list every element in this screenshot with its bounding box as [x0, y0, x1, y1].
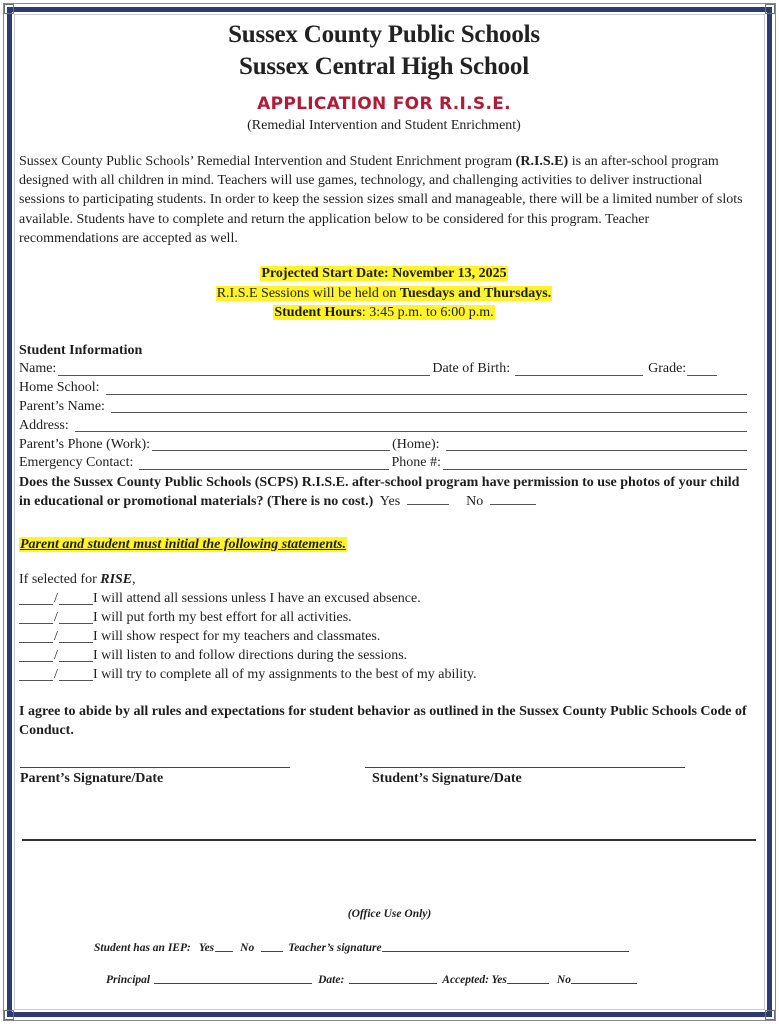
parent-phone-row [19, 435, 749, 454]
start-date [260, 266, 507, 281]
principal-signature-field[interactable] [154, 973, 312, 984]
name-field[interactable] [58, 362, 430, 376]
emergency-phone-field[interactable] [443, 456, 747, 470]
iep-no-field[interactable] [261, 941, 283, 952]
parent-initial-field[interactable] [19, 591, 53, 605]
parent-initial-field[interactable] [19, 648, 53, 662]
home-school-field[interactable] [106, 381, 748, 395]
statement-text: I will try to complete all of my assignments to the best of my ability. [93, 666, 477, 682]
if-selected-suffix: , [132, 571, 136, 587]
start-date-label: Projected Start Date [261, 266, 384, 282]
photo-permission [19, 473, 749, 511]
statement-text: I will show respect for my teachers and classmates. [93, 628, 381, 644]
intro-text-1: Sussex County Public Schools’ Remedial Intervention and Student Enrichment program [19, 154, 516, 169]
parent-name-field[interactable] [111, 399, 747, 413]
initial-separator: / [54, 666, 58, 682]
iep-yes-label: Yes [198, 942, 215, 954]
parent-signature-field[interactable] [20, 767, 290, 768]
if-selected-text [19, 570, 749, 589]
iep-yes-field[interactable] [215, 941, 233, 952]
school-title: Sussex Central High School [239, 53, 529, 80]
student-signature-label: Student’s Signature/Date [372, 770, 522, 786]
parent-initial-field[interactable] [19, 667, 53, 681]
accepted-no-field[interactable] [571, 973, 637, 984]
teacher-signature-field[interactable] [382, 941, 629, 952]
office-date-field[interactable] [349, 973, 437, 984]
student-info-heading: Student Information [19, 342, 143, 358]
name-label: Name: [19, 361, 57, 377]
student-signature-field[interactable] [365, 767, 685, 768]
dob-field[interactable] [515, 362, 643, 376]
student-initial-field[interactable] [59, 648, 93, 662]
session-days [216, 286, 553, 301]
address-label: Address: [19, 417, 69, 433]
session-days-label: R.I.S.E Sessions will be held on [216, 285, 400, 301]
parent-initial-field[interactable] [19, 610, 53, 624]
statement-row [19, 608, 749, 627]
corner-ornament-icon [4, 1010, 14, 1020]
student-initial-field[interactable] [59, 629, 93, 643]
iep-label: Student has an IEP: [94, 942, 191, 954]
session-days-value: Tuesdays and Thursdays. [399, 285, 552, 301]
photo-no-field[interactable] [490, 493, 536, 505]
principal-label: Principal [106, 974, 151, 986]
schedule-info [19, 264, 749, 323]
photo-yes-field[interactable] [407, 493, 449, 505]
photo-no-label: No [466, 493, 484, 509]
statement-text: I will put forth my best effort for all activities. [93, 609, 352, 625]
emergency-contact-row [19, 454, 749, 473]
signature-section [19, 750, 749, 810]
parent-signature-label: Parent’s Signature/Date [20, 770, 164, 786]
corner-ornament-icon [765, 1010, 775, 1020]
photo-permission-question: Does the Sussex County Public Schools (SCPS) R.I.S.E. after-school program have permission to use photos of your child in educational or promotional materials? (There is no cost.) [19, 474, 740, 509]
home-phone-label: (Home): [392, 436, 440, 452]
statement-text: I will attend all sessions unless I have an excused absence. [93, 590, 421, 606]
home-school-label: Home School: [19, 380, 100, 396]
emergency-contact-field[interactable] [139, 456, 389, 470]
intro-text-2: is an after-school program designed with all children in mind. Teachers will use games, technology, and challenging activities to deliver instructional sessions to participating students. In order to keep the session sizes small and manageable, there will be a limited number of slots available. Students have to complete and return the application below to be considered for this program. Teacher recommendations are accepted as well. [19, 154, 743, 246]
iep-row [94, 941, 631, 954]
student-hours [273, 305, 494, 320]
district-title: Sussex County Public Schools [228, 21, 540, 48]
parent-name-row [19, 398, 749, 417]
accepted-no-label: No [556, 974, 571, 986]
name-row [19, 360, 749, 379]
address-row [19, 416, 749, 435]
application-form [19, 18, 749, 810]
student-hours-label: Student Hours [274, 305, 362, 321]
statement-row [19, 589, 749, 608]
accepted-yes-label: Accepted: Yes [442, 974, 507, 986]
student-hours-value: : 3:45 p.m. to 6:00 p.m. [361, 305, 494, 321]
emergency-contact-label: Emergency Contact: [19, 455, 134, 471]
initial-separator: / [54, 628, 58, 644]
student-initial-field[interactable] [59, 591, 93, 605]
parent-initial-field[interactable] [19, 629, 53, 643]
if-selected-prefix: If selected for [19, 571, 101, 587]
if-selected-program: RISE [100, 571, 133, 587]
parent-name-label: Parent’s Name: [19, 398, 105, 414]
iep-no-label: No [240, 942, 255, 954]
grade-label: Grade: [648, 361, 687, 377]
principal-row [106, 973, 639, 986]
program-subtitle: (Remedial Intervention and Student Enrichment) [247, 118, 521, 133]
home-phone-field[interactable] [446, 437, 747, 451]
dob-label: Date of Birth: [432, 361, 511, 377]
grade-field[interactable] [687, 362, 717, 376]
intro-program-acronym: (R.I.S.E) [515, 154, 569, 169]
office-date-label: Date: [318, 974, 345, 986]
accepted-yes-field[interactable] [507, 973, 549, 984]
application-title: APPLICATION FOR R.I.S.E. [257, 94, 511, 114]
initial-separator: / [54, 609, 58, 625]
initial-separator: / [54, 647, 58, 663]
statement-text: I will listen to and follow directions during the sessions. [93, 647, 408, 663]
program-description [19, 152, 749, 248]
initial-separator: / [54, 590, 58, 606]
student-initial-field[interactable] [59, 610, 93, 624]
initial-instruction: Parent and student must initial the following statements. [20, 536, 346, 552]
office-use-heading: (Office Use Only) [347, 908, 432, 920]
statement-row [19, 627, 749, 646]
section-divider [22, 839, 756, 841]
home-school-row [19, 379, 749, 398]
statement-row [19, 665, 749, 684]
corner-ornament-icon [4, 4, 14, 14]
corner-ornament-icon [765, 4, 775, 14]
statement-row [19, 646, 749, 665]
code-of-conduct-agreement: I agree to abide by all rules and expectations for student behavior as outlined in the Sussex County Public Schools Code of Conduct. [19, 703, 747, 738]
work-phone-label: Parent’s Phone (Work): [19, 436, 151, 452]
address-field[interactable] [75, 418, 747, 432]
start-date-value: : November 13, 2025 [383, 266, 507, 282]
emergency-phone-label: Phone #: [391, 455, 441, 471]
photo-yes-label: Yes [379, 493, 401, 509]
teacher-signature-label: Teacher’s signature [288, 942, 382, 954]
work-phone-field[interactable] [152, 437, 390, 451]
student-initial-field[interactable] [59, 667, 93, 681]
